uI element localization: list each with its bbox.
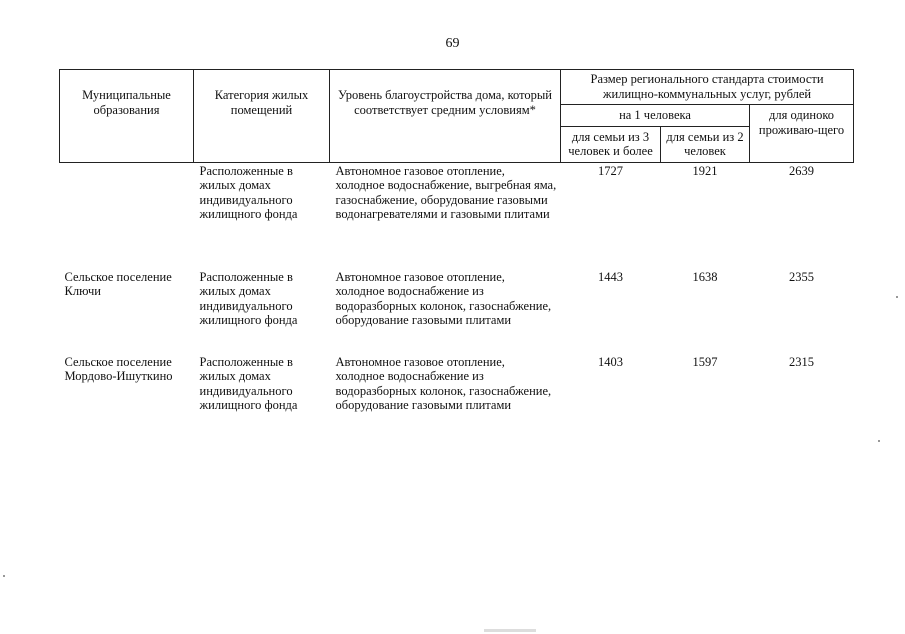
table-header bbox=[60, 70, 854, 163]
cell-comfort: Автономное газовое отопление, холодное водоснабжение из водоразборных колонок, газоснабжение, оборудование газовыми плитами bbox=[335, 269, 552, 327]
cell-category: Расположенные в жилых домах индивидуального жилищного фонда bbox=[199, 354, 298, 412]
cell-family3: 1727 bbox=[598, 163, 623, 178]
tariff-table bbox=[59, 69, 854, 439]
cell-single: 2639 bbox=[789, 163, 814, 178]
header-category: Категория жилых помещений bbox=[194, 70, 330, 163]
header-family3: для семьи из 3 человек и более bbox=[561, 126, 661, 162]
cell-municipality: Сельское поселение Мордово-Ишуткино bbox=[64, 354, 173, 383]
cell-family2: 1597 bbox=[692, 354, 718, 369]
header-municipality: Муниципальные образования bbox=[60, 70, 194, 163]
header-family2: для семьи из 2 человек bbox=[661, 126, 750, 162]
cell-category: Расположенные в жилых домах индивидуального жилищного фонда bbox=[199, 269, 298, 327]
scan-artifact bbox=[896, 296, 898, 298]
table-body bbox=[60, 162, 854, 439]
table-row bbox=[60, 354, 854, 439]
table-row bbox=[60, 162, 854, 269]
page-number: 69 bbox=[445, 36, 460, 51]
cell-single: 2315 bbox=[789, 354, 814, 369]
cell-family2: 1638 bbox=[692, 269, 718, 284]
scan-artifact bbox=[878, 440, 880, 442]
cell-single: 2355 bbox=[789, 269, 814, 284]
table-row bbox=[60, 269, 854, 354]
cell-category: Расположенные в жилых домах индивидуального жилищного фонда bbox=[199, 163, 298, 221]
cell-family3: 1403 bbox=[598, 354, 623, 369]
cell-municipality bbox=[60, 162, 194, 269]
header-standard-group: Размер регионального стандарта стоимости жилищно-коммунальных услуг, рублей bbox=[561, 70, 854, 105]
header-comfort-level: Уровень благоустройства дома, который соответствует средним условиям* bbox=[330, 70, 561, 163]
scan-artifact bbox=[3, 575, 5, 577]
scan-artifact bbox=[484, 629, 536, 632]
cell-comfort: Автономное газовое отопление, холодное водоснабжение, выгребная яма, газоснабжение, оборудование газовыми водонагревателями и газовыми плитами bbox=[335, 163, 557, 221]
header-per-person: на 1 человека bbox=[561, 105, 750, 127]
header-single: для одиноко проживаю-щего bbox=[750, 105, 854, 163]
cell-comfort: Автономное газовое отопление, холодное водоснабжение из водоразборных колонок, газоснабжение, оборудование газовыми плитами bbox=[335, 354, 552, 412]
cell-family3: 1443 bbox=[598, 269, 623, 284]
cell-family2: 1921 bbox=[692, 163, 718, 178]
cell-municipality: Сельское поселение Ключи bbox=[64, 269, 172, 298]
